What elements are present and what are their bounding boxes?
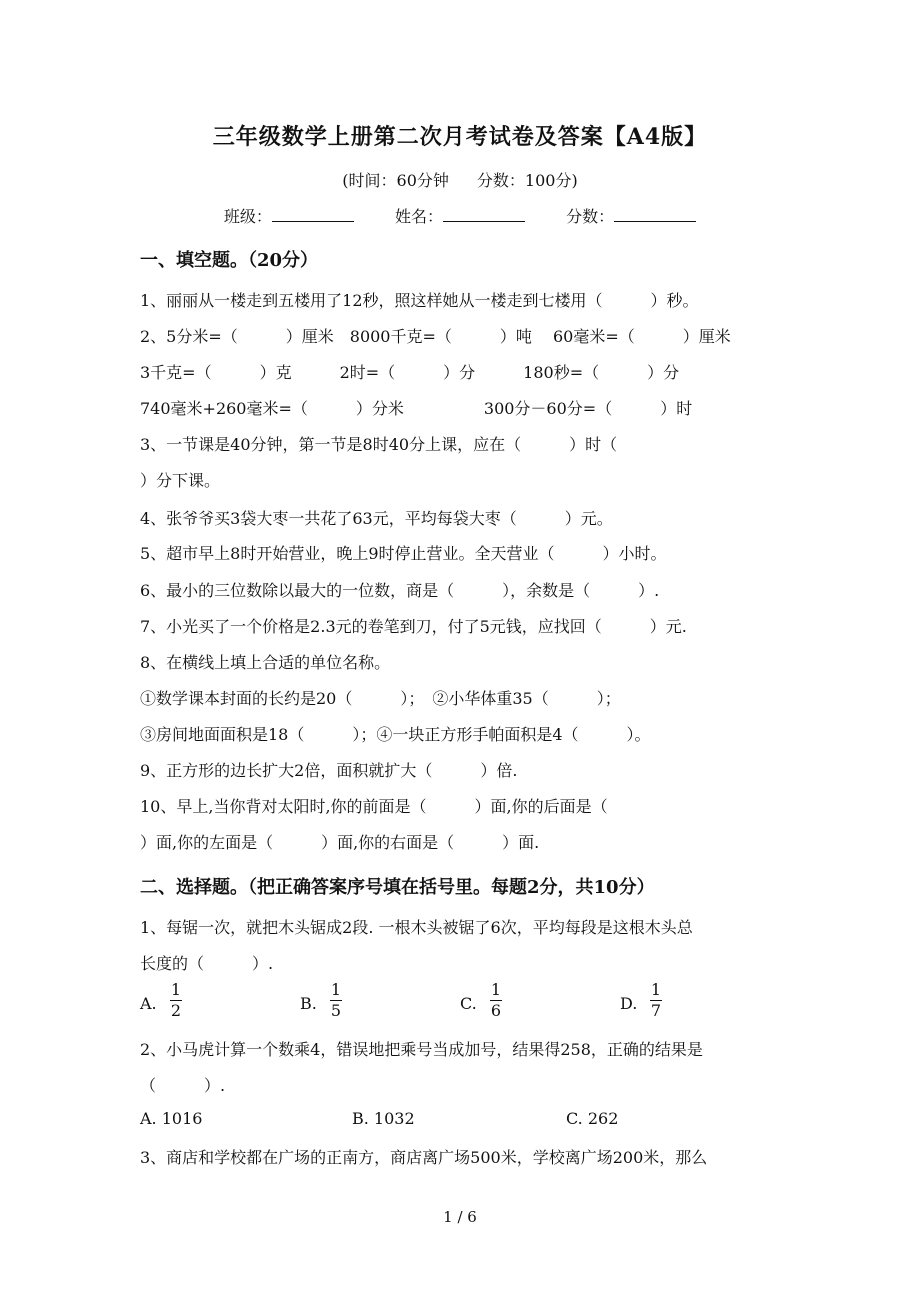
question-line: 1、丽丽从一楼走到五楼用了12秒，照这样她从一楼走到七楼用（ ）秒。 <box>140 291 699 310</box>
option-c[interactable]: C. 1 6 <box>460 980 502 1020</box>
option-b[interactable]: B. 1032 <box>352 1109 415 1128</box>
question-line: 740毫米+260毫米=（ ）分米 300分－60分=（ ）时 <box>140 399 693 418</box>
question-line: ③房间地面面积是18（ ）；④一块正方形手帕面积是4（ ）。 <box>140 725 651 744</box>
section-choice-heading: 二、选择题。（把正确答案序号填在括号里。每题2分，共10分） <box>140 877 655 898</box>
total-score-label: 分数：100分) <box>476 171 578 190</box>
option-b[interactable]: B. 1 5 <box>300 980 342 1020</box>
question-line: 10、早上,当你背对太阳时,你的前面是（ ）面,你的后面是（ <box>140 797 608 816</box>
option-a[interactable]: A. 1 2 <box>140 980 182 1020</box>
class-field[interactable]: 班级： <box>224 204 354 227</box>
option-d[interactable]: D. 1 7 <box>620 980 662 1020</box>
question-line: 长度的（ ）. <box>140 954 274 973</box>
score-blank[interactable] <box>614 207 696 222</box>
section-fill-heading: 一、填空题。（20分） <box>140 250 319 271</box>
question-line: 6、最小的三位数除以最大的一位数，商是（ ），余数是（ ）. <box>140 581 660 600</box>
question-line: ①数学课本封面的长约是20（ ）； ②小华体重35（ ）； <box>140 689 621 708</box>
question-line: 7、小光买了一个价格是2.3元的卷笔到刀，付了5元钱，应找回（ ）元. <box>140 617 687 636</box>
question-line: 4、张爷爷买3袋大枣一共花了63元，平均每袋大枣（ ）元。 <box>140 509 613 528</box>
time-label: (时间：60分钟 <box>342 171 449 190</box>
question-line: ）分下课。 <box>140 471 221 490</box>
score-field[interactable]: 分数： <box>566 204 696 227</box>
page-number: 1 / 6 <box>443 1208 477 1226</box>
exam-title: 三年级数学上册第二次月考试卷及答案【A4版】 <box>212 124 708 150</box>
exam-meta <box>0 168 920 191</box>
fraction: 1 7 <box>650 980 662 1020</box>
question-line: ）面,你的左面是（ ）面,你的右面是（ ）面. <box>140 833 540 852</box>
question-line: 3、商店和学校都在广场的正南方，商店离广场500米，学校离广场200米，那么 <box>140 1148 708 1167</box>
class-blank[interactable] <box>272 207 354 222</box>
question-line: 9、正方形的边长扩大2倍，面积就扩大（ ）倍. <box>140 761 518 780</box>
question-line: 3千克=（ ）克 2时=（ ）分 180秒=（ ）分 <box>140 363 680 382</box>
question-line: 1、每锯一次，就把木头锯成2段. 一根木头被锯了6次，平均每段是这根木头总 <box>140 918 693 937</box>
question-line: 3、一节课是40分钟，第一节是8时40分上课，应在（ ）时（ <box>140 435 618 454</box>
question-line: 5、超市早上8时开始营业，晚上9时停止营业。全天营业（ ）小时。 <box>140 544 667 563</box>
question-line: 2、小马虎计算一个数乘4，错误地把乘号当成加号，结果得258，正确的结果是 <box>140 1040 703 1059</box>
student-info <box>0 204 920 227</box>
name-field[interactable]: 姓名： <box>395 204 525 227</box>
name-blank[interactable] <box>443 207 525 222</box>
question-line: 2、5分米=（ ）厘米 8000千克=（ ）吨 60毫米=（ ）厘米 <box>140 327 731 346</box>
question-line: （ ）. <box>140 1076 226 1095</box>
option-c[interactable]: C. 262 <box>566 1109 619 1128</box>
fraction: 1 6 <box>490 980 502 1020</box>
fraction: 1 5 <box>330 980 342 1020</box>
fraction: 1 2 <box>170 980 182 1020</box>
question-line: 8、在横线上填上合适的单位名称。 <box>140 653 391 672</box>
option-a[interactable]: A. 1016 <box>140 1109 203 1128</box>
